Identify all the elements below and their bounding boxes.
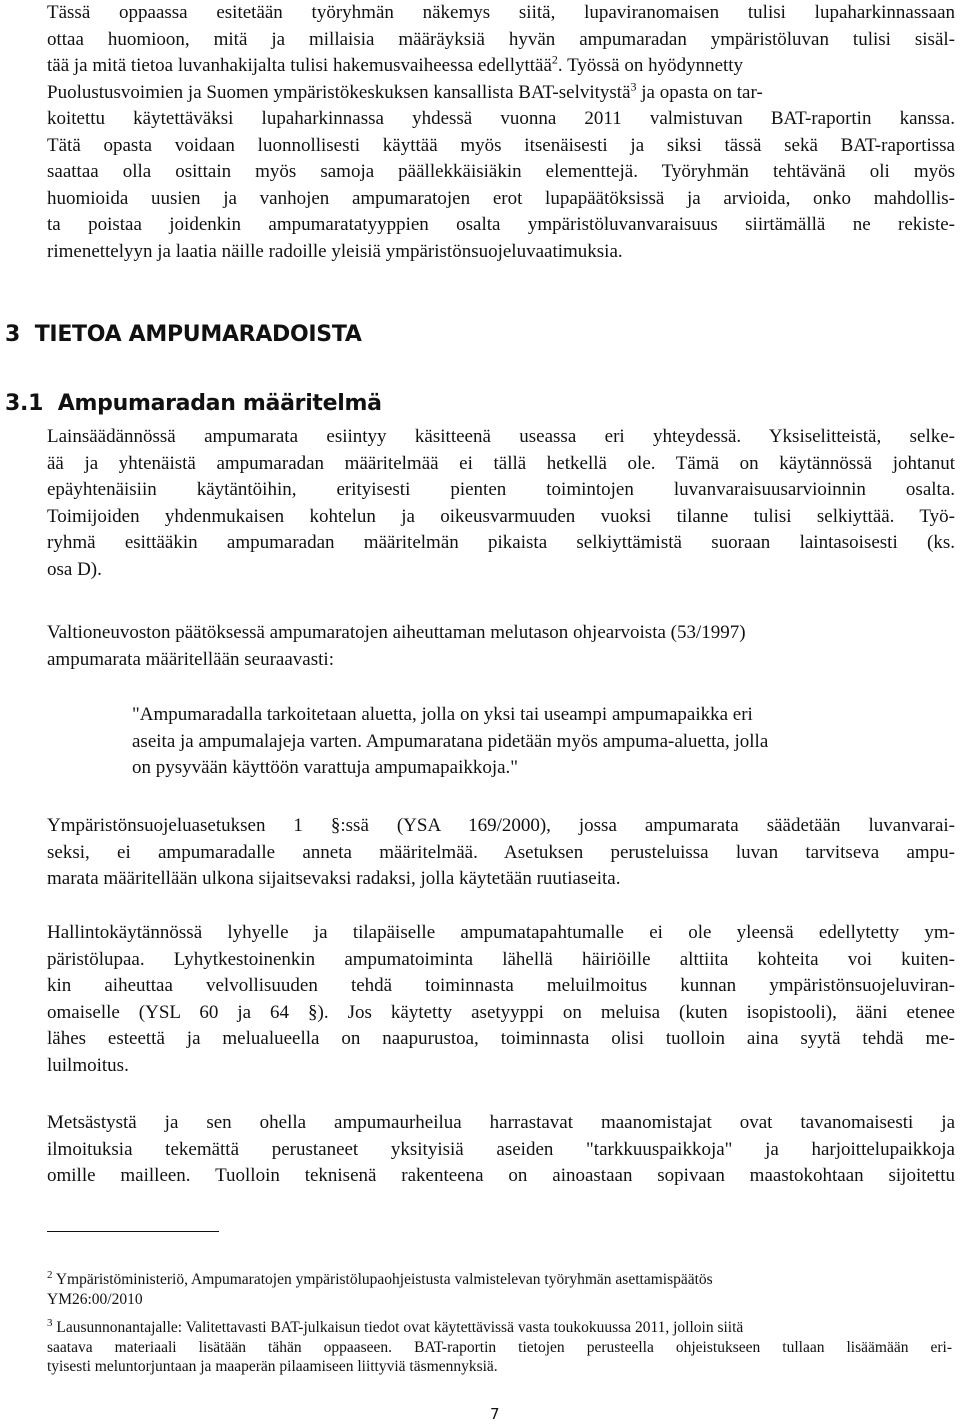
para5-line: ilmoituksia tekemättä perustaneet yksityisiä aseiden "tarkkuuspaikkoja" ja harjoittelupaikkoja [47, 1138, 955, 1160]
quote-line: aseita ja ampumalajeja varten. Ampumaratana pidetään myös ampuma-aluetta, jolla [132, 730, 769, 752]
para4-line: päristölupaa. Lyhytkestoinenkin ampumatoiminta lähellä häiriöille alttiita kohteita voi kuiten- [47, 948, 955, 970]
footnote-3-line-2: saatava materiaali lisätään tähän oppaaseen. BAT-raportin tietojen perusteella ohjeistukseen tullaan lisäämään eri- [47, 1338, 952, 1356]
intro-line-2: ottaa huomioon, mitä ja millaisia määräyksiä hyvän ampumaradan ympäristöluvan tulisi sisäl- [47, 28, 955, 50]
footnote-2-line-1 [47, 1270, 947, 1290]
footnote-3 [47, 1318, 952, 1377]
footnote-2 [47, 1270, 947, 1309]
para4-line: kin aiheuttaa velvollisuuden tehdä toiminnasta meluilmoitus kunnan ympäristönsuojeluviran- [47, 975, 955, 996]
footnote-3-line-1 [47, 1318, 952, 1338]
intro-line-3-tail: . Työssä on hyödynnetty [557, 55, 744, 76]
intro-line-9: ta poistaa joidenkin ampumaratatyyppien osalta ympäristöluvanvaraisuus siirtämällä ne rekiste- [47, 214, 955, 235]
intro-line-4 [47, 80, 955, 107]
intro-line-6: Tätä opasta voidaan luonnollisesti käyttää myös itsenäisesti ja siksi tässä sekä BAT-raportissa [47, 134, 955, 156]
quote-line: on pysyvään käyttöön varattuja ampumapaikkoja." [132, 757, 519, 778]
para4-line: Hallintokäytännössä lyhyelle ja tilapäiselle ampumatapahtumalle ei ole yleensä edellytetty ym- [47, 922, 955, 943]
para1-line: epäyhtenäisiin käytäntöihin, erityisesti pienten toimintojen luvanvaraisuusarvioinnin osalta. [47, 479, 955, 500]
para1-line: osa D). [47, 558, 102, 580]
intro-line-5: koitettu käytettäväksi lupaharkinnassa yhdessä vuonna 2011 valmistuvan BAT-raportin kanssa. [47, 108, 955, 129]
para3-line: Ympäristönsuojeluasetuksen 1 §:ssä (YSA 169/2000), jossa ampumarata säädetään luvanvarai- [47, 815, 955, 836]
intro-paragraph [47, 0, 955, 265]
footnote-2-line-2: YM26:00/2010 [47, 1290, 143, 1308]
para1-line: ryhmä esittääkin ampumaradan määritelmän pikaista selkiyttämistä suoraan laintasoisesti (ks. [47, 532, 955, 553]
para4-line: omaiselle (YSL 60 ja 64 §). Jos käytetty asetyyppi on meluisa (kuten isopistooli), ääni etenee [47, 1001, 955, 1023]
section-heading-3-1: 3.1 Ampumaradan määritelmä [5, 391, 382, 416]
intro-line-1: Tässä oppaassa esitetään työryhmän näkemys siitä, lupaviranomaisen tulisi lupaharkinnassaan [47, 2, 955, 23]
intro-line-10: rimenettelyyn ja laatia näille radoille yleisiä ympäristönsuojeluvaatimuksia. [47, 240, 623, 262]
footnote-2-mark: 2 [47, 1268, 53, 1281]
footnote-separator [47, 1231, 219, 1232]
intro-line-8: huomioida uusien ja vanhojen ampumaratojen erot lupapäätöksissä ja arvioida, onko mahdollis- [47, 187, 955, 209]
para1-line: Lainsäädännössä ampumarata esiintyy käsitteenä useassa eri yhteydessä. Yksiselitteistä, selke- [47, 426, 955, 447]
intro-line-7: saattaa olla osittain myös samoja päällekkäisiäkin elementtejä. Työryhmän tehtävänä oli myös [47, 161, 955, 182]
para2-line: ampumarata määritellään seuraavasti: [47, 648, 334, 670]
paragraph-definition-intro [47, 424, 955, 583]
para3-line: seksi, ei ampumaradalle anneta määritelmää. Asetuksen perusteluissa luvan tarvitseva ampu- [47, 841, 955, 863]
footnote-3-line-3: tyisesti meluntorjuntaan ja maaperän pilaamiseen liittyviä täsmennyksiä. [47, 1358, 498, 1375]
para3-line: marata määritellään ulkona sijaitsevaksi radaksi, jolla käytetään ruutiaseita. [47, 868, 621, 889]
intro-line-3-text: tää ja mitä tietoa luvanhakijalta tulisi hakemusvaiheessa edellyttää [47, 55, 552, 76]
para2-line: Valtioneuvoston päätöksessä ampumaratojen aiheuttaman melutason ohjearvoista (53/1997) [47, 622, 746, 643]
para4-line: luilmoitus. [47, 1054, 129, 1076]
intro-line-4-b: ja opasta on tar- [636, 81, 763, 103]
para1-line: Toimijoiden yhdenmukaisen kohtelun ja oikeusvarmuuden vuoksi tilanne tulisi selkiyttää. Työ- [47, 505, 955, 527]
paragraph-vnp [47, 620, 955, 673]
paragraph-ysa [47, 813, 955, 893]
footnote-3-mark: 3 [47, 1316, 53, 1329]
para5-line: omille mailleen. Tuolloin teknisenä rakenteena on ainoastaan sopivaan maastokohtaan sijoitettu [47, 1165, 955, 1186]
paragraph-metsastys [47, 1110, 955, 1190]
paragraph-hallintokaytanto [47, 920, 955, 1079]
footnote-2-text: Ympäristöministeriö, Ampumaratojen ympäristölupaohjeistusta valmistelevan työryhmän asettamispäätös [55, 1271, 713, 1288]
section-heading-3: 3 TIETOA AMPUMARADOISTA [5, 322, 362, 347]
footnote-ref-3: 3 [630, 79, 637, 94]
para4-line: lähes esteettä ja melualueella on naapurustoa, toiminnasta olisi tuolloin aina syytä tehdä me- [47, 1028, 955, 1049]
para5-line: Metsästystä ja sen ohella ampumaurheilua harrastavat maanomistajat ovat tavanomaisesti ja [47, 1112, 955, 1133]
intro-line-4-a: Puolustusvoimien ja Suomen ympäristökeskuksen kansallista BAT-selvitystä [47, 81, 631, 103]
definition-quote [132, 702, 942, 782]
footnote-3-text: Lausunnonantajalle: Valitettavasti BAT-julkaisun tiedot ovat käytettävissä vasta toukokuussa 2011, jolloin siitä [56, 1319, 744, 1336]
footnote-ref-2: 2 [551, 52, 558, 67]
quote-line: "Ampumaradalla tarkoitetaan aluetta, jolla on yksi tai useampi ampumapaikka eri [132, 704, 753, 725]
para1-line: ää ja yhtenäistä ampumaradan määritelmää ei tällä hetkellä ole. Tämä on käytännössä johtanut [47, 452, 955, 474]
page-number: 7 [490, 1405, 500, 1423]
intro-line-3 [47, 53, 955, 80]
